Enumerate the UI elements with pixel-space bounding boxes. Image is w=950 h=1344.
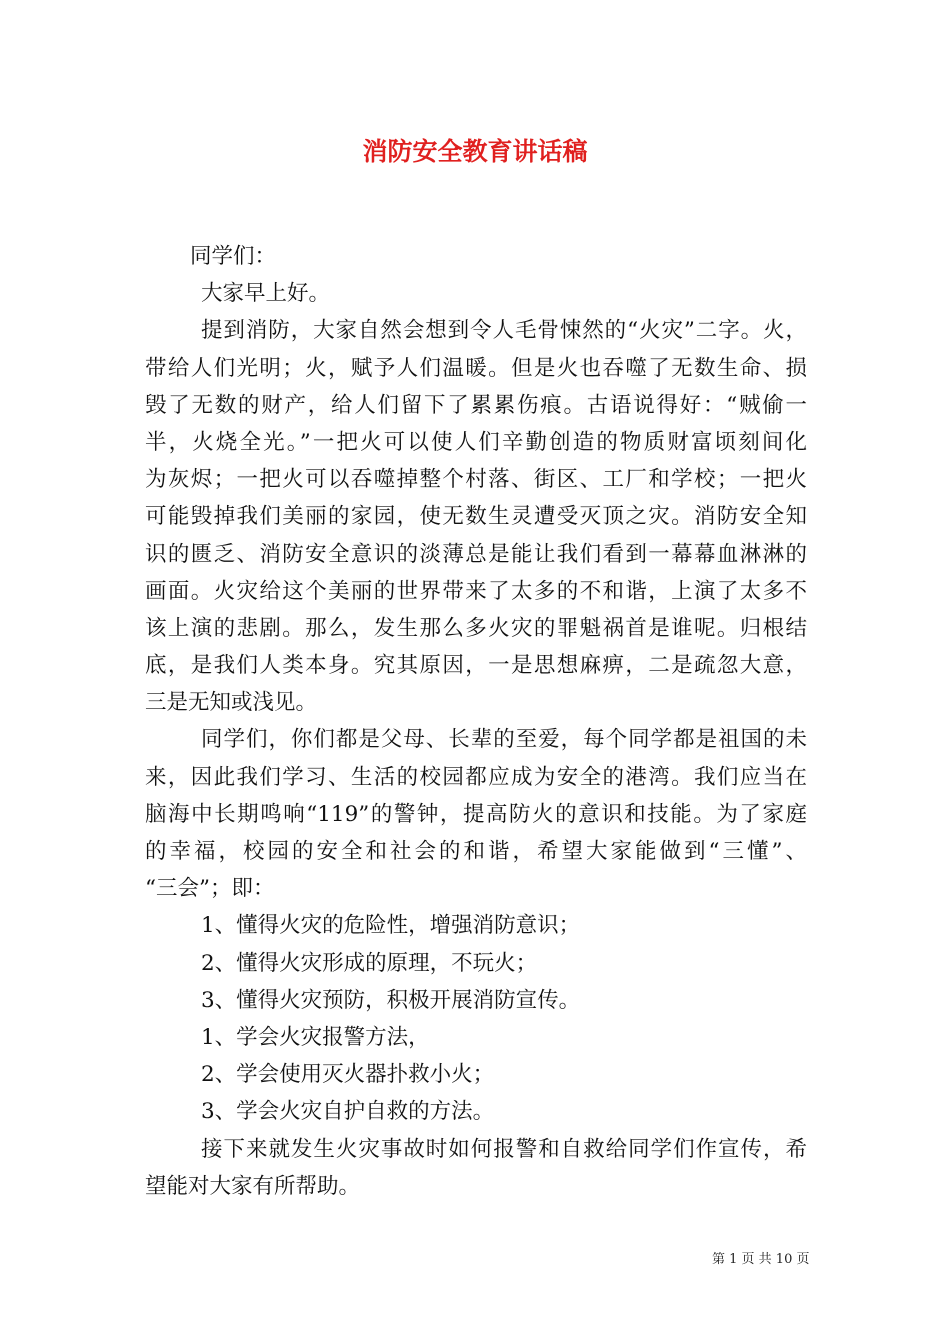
paragraph-line: 毁了无数的财产，给人们留下了累累伤痕。古语说得好：“贼偷一 [145, 392, 807, 418]
paragraph-line: 三是无知或浅见。 [145, 690, 318, 716]
paragraph-line: 可能毁掉我们美丽的家园，使无数生灵遭受灭顶之灾。消防安全知 [145, 504, 807, 530]
paragraph-line: “三会”；即： [145, 876, 275, 902]
list-item: 1、懂得火灾的危险性，增强消防意识； [201, 913, 581, 939]
paragraph-line: 画面。火灾给这个美丽的世界带来了太多的不和谐，上演了太多不 [145, 578, 807, 604]
page-number-footer: 第 1 页 共 10 页 [712, 1252, 810, 1267]
list-item: 2、学会使用灭火器扑救小火； [201, 1062, 495, 1088]
greeting: 同学们： [190, 244, 277, 269]
list-item: 2、懂得火灾形成的原理，不玩火； [201, 950, 538, 976]
paragraph-line: 来，因此我们学习、生活的校园都应成为安全的港湾。我们应当在 [145, 764, 807, 790]
document-body [145, 238, 807, 1205]
paragraph-line: 提到消防，大家自然会想到令人毛骨悚然的“火灾”二字。火， [201, 318, 807, 344]
paragraph-line: 的幸福，校园的安全和社会的和谐，希望大家能做到“三懂”、 [145, 839, 807, 864]
paragraph-line: 底，是我们人类本身。究其原因，一是思想麻痹，二是疏忽大意， [145, 653, 807, 679]
paragraph-line: 识的匮乏、消防安全意识的淡薄总是能让我们看到一幕幕血淋淋的 [145, 541, 807, 567]
paragraph-line: 望能对大家有所帮助。 [145, 1173, 361, 1199]
salute: 大家早上好。 [201, 281, 331, 307]
list-item: 3、懂得火灾预防，积极开展消防宣传。 [201, 987, 581, 1013]
paragraph-line: 为灰烬；一把火可以吞噬掉整个村落、街区、工厂和学校；一把火 [145, 467, 807, 493]
list-item: 1、学会火灾报警方法， [201, 1024, 430, 1050]
paragraph-line: 带给人们光明；火，赋予人们温暖。但是火也吞噬了无数生命、损 [145, 355, 807, 381]
paragraph-line: 脑海中长期鸣响“119”的警钟，提高防火的意识和技能。为了家庭 [145, 801, 807, 827]
paragraph-line: 该上演的悲剧。那么，发生那么多火灾的罪魁祸首是谁呢。归根结 [145, 615, 807, 641]
list-item: 3、学会火灾自护自救的方法。 [201, 1099, 495, 1125]
paragraph-line: 半，火烧全光。”一把火可以使人们辛勤创造的物质财富顷刻间化 [145, 429, 807, 455]
document-title: 消防安全教育讲话稿 [362, 137, 588, 166]
paragraph-line: 接下来就发生火灾事故时如何报警和自救给同学们作宣传，希 [201, 1136, 807, 1162]
paragraph-line: 同学们，你们都是父母、长辈的至爱，每个同学都是祖国的未 [201, 727, 807, 753]
